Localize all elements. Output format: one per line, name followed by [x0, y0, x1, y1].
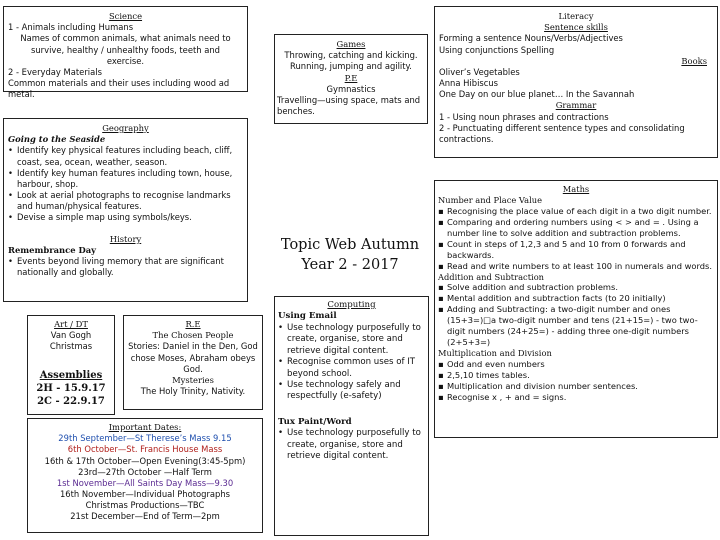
geography-bullet-1: • Identify key physical features including beach, cliff, coast, sea, ocean, weather, season.: [8, 145, 243, 167]
topic-title: [276, 235, 424, 276]
games-line-2: Running, jumping and agility.: [290, 61, 412, 72]
skills-line-1: Forming a sentence Nouns/Verbs/Adjectives: [439, 33, 623, 44]
art-dt-line-1: Van Gogh: [50, 330, 92, 341]
gymnastics-heading: Gymnastics: [326, 83, 376, 94]
geography-bullet-4: • Devise a simple map using symbols/keys.: [8, 212, 243, 223]
maths-item-11: ▪ Recognise x , + and = signs.: [438, 392, 714, 403]
geography-heading: Geography: [102, 123, 149, 133]
maths-item-3: ▪ Count in steps of 1,2,3 and 5 and 10 from 0 forwards and backwards.: [438, 239, 714, 261]
maths-item-2: ▪ Comparing and ordering numbers using < > and = . Using a number line to solve addition and subtraction problems.: [438, 217, 714, 239]
important-dates-heading: Important Dates:: [108, 422, 182, 432]
re-panel: [123, 315, 263, 410]
book-1: Oliver’s Vegetables: [439, 66, 520, 77]
date-item-6: 16th November—Individual Photographs: [59, 489, 231, 500]
maths-item-10: ▪ Multiplication and division number sentences.: [438, 381, 714, 392]
art-dt-line-2: Christmas: [49, 341, 93, 352]
grammar-line-2: 2 - Punctuating different sentence types and consolidating contractions.: [439, 122, 685, 144]
geography-history-panel: [3, 118, 248, 302]
re-subheading-2: Mysteries: [172, 374, 214, 385]
maths-section-3: Multiplication and Division: [438, 348, 552, 359]
assembly-line-2: 2C - 22.9.17: [37, 396, 105, 408]
history-subheading: Remembrance Day: [8, 244, 97, 255]
maths-item-8: ▪ Odd and even numbers: [438, 359, 714, 370]
art-dt-panel: [27, 315, 115, 415]
literacy-panel: [434, 6, 718, 158]
books-heading: Books: [681, 55, 707, 66]
date-item-1: 29th September—St Therese’s Mass 9.15: [58, 433, 232, 444]
history-bullet-1: • Events beyond living memory that are significant nationally and globally.: [8, 256, 243, 278]
geography-bullet-2: • Identify key human features including town, house, harbour, shop.: [8, 168, 243, 190]
maths-item-5: ▪ Solve addition and subtraction problems.: [438, 282, 714, 293]
geography-bullet-3: • Look at aerial photographs to recognise landmarks and human/physical features.: [8, 190, 243, 212]
maths-item-7: ▪ Adding and Subtracting: a two-digit number and ones (15+3=)□a two-digit number and tens (21+15=) - two two-digit numbers (24+25=) - adding three one-digit numbers (2+5+3=): [438, 304, 714, 348]
grammar-line-1: 1 - Using noun phrases and contractions: [439, 111, 609, 122]
assembly-line-1: 2H - 15.9.17: [36, 382, 106, 394]
re-heading: R.E: [185, 319, 201, 329]
date-item-7: Christmas Productions—TBC: [85, 500, 205, 511]
literacy-heading: Literacy: [558, 11, 594, 21]
science-panel: [3, 6, 248, 100]
re-subheading: The Chosen People: [152, 330, 234, 341]
pe-heading: P.E: [344, 72, 358, 83]
date-item-5: 1st November—All Saints Day Mass—9.30: [56, 477, 234, 488]
maths-item-4: ▪ Read and write numbers to at least 100 in numerals and words.: [438, 261, 714, 272]
science-line-4: Common materials and their uses including wood ad metal.: [8, 78, 230, 100]
re-line-1: Stories: Daniel in the Den, God chose Moses, Abraham obeys God.: [128, 341, 258, 374]
science-line-1: 1 - Animals including Humans: [8, 22, 134, 33]
science-line-2: Names of common animals, what animals need to survive, healthy / unhealthy foods, teeth and exercise.: [20, 33, 231, 66]
sentence-skills-heading: Sentence skills: [544, 22, 608, 33]
pe-panel: [274, 34, 428, 124]
computing-heading: Computing: [327, 300, 376, 310]
computing-sub-2: Tux Paint/Word: [278, 416, 352, 427]
science-heading: Science: [108, 11, 143, 21]
maths-panel: [434, 180, 718, 438]
book-2: Anna Hibiscus: [439, 78, 499, 89]
topic-title-line-2: Year 2 - 2017: [301, 257, 399, 274]
re-line-2: The Holy Trinity, Nativity.: [140, 386, 246, 397]
maths-item-6: ▪ Mental addition and subtraction facts (to 20 initially): [438, 293, 714, 304]
computing-bullet-1: • Use technology purposefully to create, organise, store and retrieve digital content.: [278, 323, 425, 357]
computing-bullet-2: • Recognise common uses of IT beyond school.: [278, 357, 425, 380]
geography-subheading: Going to the Seaside: [8, 134, 106, 145]
topic-title-line-1: Topic Web Autumn: [280, 237, 420, 253]
maths-heading: Maths: [562, 184, 590, 194]
maths-section-2: Addition and Subtraction: [438, 271, 545, 282]
date-item-3: 16th & 17th October—Open Evening(3:45-5pm): [44, 455, 246, 466]
assemblies-heading: Assemblies: [39, 369, 103, 381]
date-item-4: 23rd—27th October —Half Term: [78, 466, 212, 477]
games-heading: Games: [336, 39, 366, 49]
important-dates-panel: [27, 418, 263, 533]
games-line-1: Throwing, catching and kicking.: [284, 50, 418, 61]
maths-item-9: ▪ 2,5,10 times tables.: [438, 370, 714, 381]
computing-panel: [274, 296, 429, 536]
gymnastics-line-1: Travelling—using space, mats and benches.: [277, 94, 421, 117]
date-item-8: 21st December—End of Term—2pm: [70, 511, 220, 522]
grammar-heading: Grammar: [555, 100, 597, 111]
maths-section-1: Number and Place Value: [438, 194, 542, 205]
computing-bullet-4: • Use technology purposefully to create, organise, store and retrieve digital content.: [278, 428, 425, 462]
date-item-2: 6th October—St. Francis House Mass: [67, 444, 223, 455]
computing-bullet-3: • Use technology safely and respectfully (e-safety): [278, 380, 425, 403]
science-line-3: 2 - Everyday Materials: [8, 66, 102, 77]
book-3: One Day on our blue planet… In the Savannah: [439, 89, 635, 100]
history-heading: History: [109, 233, 142, 244]
computing-sub-1: Using Email: [278, 311, 337, 322]
skills-line-2: Using conjunctions Spelling: [439, 44, 555, 55]
art-dt-heading: Art / DT: [54, 319, 88, 329]
maths-item-1: ▪ Recognising the place value of each digit in a two digit number.: [438, 206, 714, 217]
